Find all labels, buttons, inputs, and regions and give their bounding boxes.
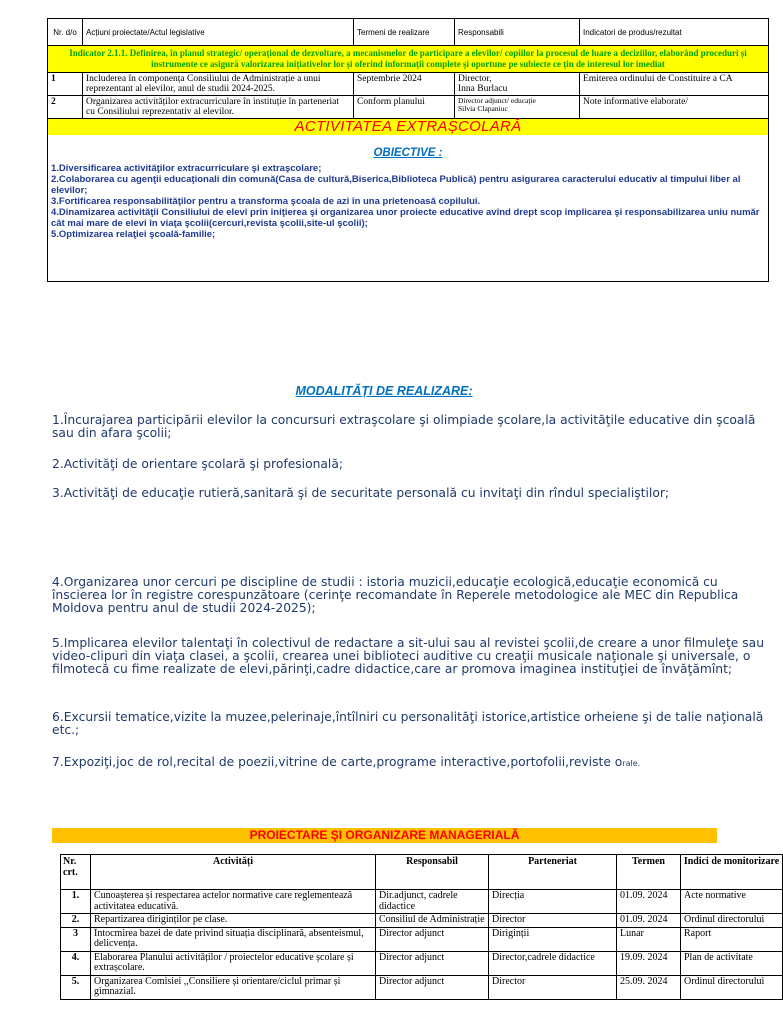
row-partner: Director — [489, 975, 617, 999]
col-header-term: Termen — [617, 855, 681, 890]
row-action: Includerea în componența Consiliului de Administrație a unui reprezentant al elevilor, anul de studii 2024-2025. — [83, 73, 354, 96]
col-header-actions: Acțiuni proiectate/Actul legislative — [83, 19, 354, 46]
row-partner: Diriginții — [489, 927, 617, 951]
col-header-responsible: Responsabili — [455, 19, 580, 46]
row-indicator: Plan de activitate — [681, 951, 783, 975]
managerial-table — [60, 854, 783, 1000]
row-responsible: Dir.adjunct, cadrele didactice — [376, 890, 489, 914]
extracurricular-section — [48, 119, 769, 282]
table-row — [61, 951, 783, 975]
table-row — [61, 927, 783, 951]
modality-item: 1.Încurajarea participării elevilor la concursuri extraşcolare şi olimpiade şcolare,la activităţile educative din şcoală sau din afara şcolii; — [52, 413, 756, 440]
row-term: Lunar — [617, 927, 681, 951]
row-nr: 2 — [48, 96, 83, 119]
action-plan-table — [47, 18, 769, 282]
row-term: 25.09. 2024 — [617, 975, 681, 999]
objective-item: 3.Fortificarea responsabilităţilor pentru a transforma şcoala de azi în una prietenoasă copilului. — [51, 196, 481, 207]
objectives-title: OBIECTIVE : — [373, 147, 443, 159]
row-responsible: Director adjunct — [376, 927, 489, 951]
row-responsible — [455, 96, 580, 119]
modality-item: 4.Organizarea unor cercuri pe discipline de studii : istoria muzicii,educaţie ecologică,educaţie economică cu înscierea lor în registre corespunzătoare (cerinţe recomandate în Reperele metodologice ale MEC din Republica Moldova pentru anul de studii 2024-2025); — [52, 575, 739, 615]
objective-item: 4.Dinamizarea activităţii Consiliului de elevi prin iniţierea şi organizarea unor proiecte educative avînd drept scop implicarea şi responsabilizarea uniu număr cât mai mare de elevi în viaţa şcolii(cercuri,revista şcolii,site-ul şcolii); — [51, 207, 760, 229]
col-header-nr: Nr. crt. — [61, 855, 91, 890]
objective-item: 5.Optimizarea relaţiei şcoală-familie; — [51, 229, 216, 240]
responsible-name: Silvia Clapaniuc — [458, 104, 508, 113]
col-header-terms: Termeni de realizare — [354, 19, 455, 46]
row-indicator: Acte normative — [681, 890, 783, 914]
row-partner: Director — [489, 914, 617, 928]
table-row — [61, 914, 783, 928]
col-header-partnership: Parteneriat — [489, 855, 617, 890]
row-term: Conform planului — [354, 96, 455, 119]
row-result: Note informative elaborate/ — [580, 96, 769, 119]
row-nr: 3 — [61, 927, 91, 951]
row-nr: 1. — [61, 890, 91, 914]
row-responsible: Consiliul de Administrație — [376, 914, 489, 928]
row-nr: 4. — [61, 951, 91, 975]
row-indicator: Raport — [681, 927, 783, 951]
col-header-indicators: Indici de monitorizare — [681, 855, 783, 890]
row-indicator: Ordinul directorului — [681, 975, 783, 999]
col-header-nr: Nr. d/o — [48, 19, 83, 46]
row-term: 01.09. 2024 — [617, 890, 681, 914]
row-activity: Organizarea Comisiei ,,Consiliere și orientare/ciclul primar și gimnazial. — [91, 975, 376, 999]
modality-item: 5.Implicarea elevilor talentaţi în colectivul de redactare a sit-ului sau al revistei şcolii,de creare a unor filmuleţe sau video-clipuri din viaţa clasei, a şcolii, crearea unei biblioteci auditive cu creaţii musicale naţionale şi universale, o filmotecă cu fime realizate de elevi,părinţi,cadre didactice,care ar promova imaginea instituţiei de învăţămînt; — [52, 636, 765, 676]
row-result: Emiterea ordinului de Constituire a CA — [580, 73, 769, 96]
row-responsible: Director adjunct — [376, 975, 489, 999]
row-activity: Cunoașterea și respectarea actelor normative care reglementează activitatea educativă. — [91, 890, 376, 914]
indicator-banner: Indicator 2.1.1. Definirea, în planul strategic/ operațional de dezvoltare, a mecanismelor de participare a elevilor/ copiilor la procesul de luare a deciziilor, elaborând proceduri și instrumente ce asigură valorizarea inițiativelor lor și oferind informații complete și oportune pe subiecte ce țin de interesul lor imediat — [48, 46, 769, 73]
row-partner: Director,cadrele didactice — [489, 951, 617, 975]
table-row — [48, 73, 769, 96]
col-header-activities: Activități — [91, 855, 376, 890]
modality-item: 3.Activităţi de educaţie rutieră,sanitară şi de securitate personală cu invitaţi din rîndul specialiştilor; — [52, 486, 670, 500]
table-row — [61, 975, 783, 999]
table-header-row — [48, 19, 769, 46]
row-indicator: Ordinul directorului — [681, 914, 783, 928]
responsible-role: Director, — [458, 74, 492, 84]
managerial-title: PROIECTARE ŞI ORGANIZARE MANAGERIALĂ — [52, 828, 717, 843]
objectives-list — [48, 163, 768, 281]
row-activity: Repartizarea diriginților pe clase. — [91, 914, 376, 928]
responsible-name: Inna Burlacu — [458, 84, 508, 94]
modality-item — [52, 756, 764, 770]
col-header-responsible: Responsabil — [376, 855, 489, 890]
objective-item: 1.Diversificarea activităţilor extracurriculare şi extraşcolare; — [51, 163, 322, 174]
row-responsible: Director adjunct — [376, 951, 489, 975]
objective-item: 2.Colaborarea cu agenţii educaţionali din comună(Casa de cultură,Biserica,Biblioteca Publică) pentru asigurarea caracterului educativ al timpului liber al elevilor; — [51, 174, 741, 196]
modality-item-suffix: rale. — [622, 759, 641, 768]
table-header-row — [61, 855, 783, 890]
modalities-title: MODALITĂȚI DE REALIZARE: — [295, 384, 473, 398]
row-nr: 5. — [61, 975, 91, 999]
modality-item-text: 7.Expoziţi,joc de rol,recital de poezii,vitrine de carte,programe interactive,portofolii,reviste o — [52, 755, 623, 769]
row-term: 01.09. 2024 — [617, 914, 681, 928]
modality-item: 6.Excursii tematice,vizite la muzee,pelerinaje,întîlniri cu personalităţi istorice,artistice orheiene şi de talie naţională etc.; — [52, 710, 764, 737]
row-nr: 2. — [61, 914, 91, 928]
row-activity: Întocmirea bazei de date privind situația disciplinară, absenteismul, delicvența. — [91, 927, 376, 951]
extracurricular-title: ACTIVITATEA EXTRAȘCOLARĂ — [48, 119, 768, 135]
row-partner: Direcția — [489, 890, 617, 914]
row-activity: Elaborarea Planului activităților / proiectelor educative școlare și extrașcolare. — [91, 951, 376, 975]
responsible-role: Director adjunct/ educație — [458, 96, 536, 105]
col-header-indicators: Indicatori de produs/rezultat — [580, 19, 769, 46]
row-nr: 1 — [48, 73, 83, 96]
row-action: Organizarea activităților extracurriculare în instituție în parteneriat cu Consiliului reprezentativ al elevilor. — [83, 96, 354, 119]
modality-item: 2.Activităţi de orientare şcolară şi profesională; — [52, 457, 344, 471]
table-row — [61, 890, 783, 914]
row-term: Septembrie 2024 — [354, 73, 455, 96]
row-responsible — [455, 73, 580, 96]
row-term: 19.09. 2024 — [617, 951, 681, 975]
table-row — [48, 96, 769, 119]
